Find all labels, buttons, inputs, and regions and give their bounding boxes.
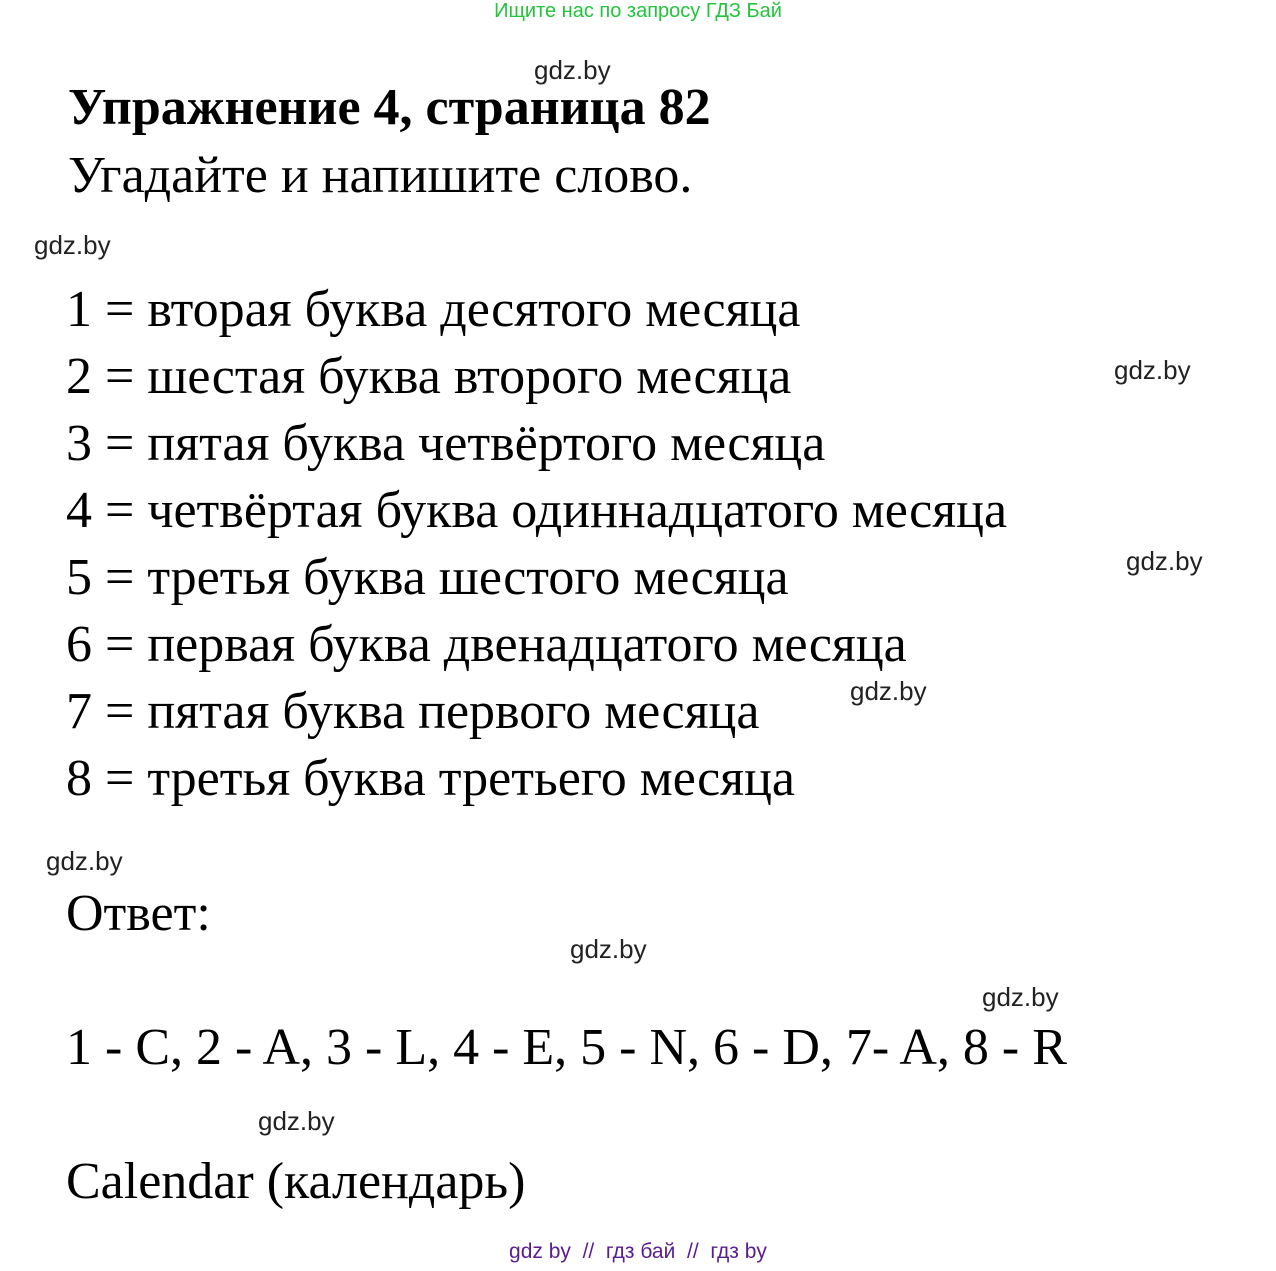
clue-6: 6 = первая буква двенадцатого месяца [66,616,907,673]
watermark: gdz.by [258,1106,335,1136]
watermark: gdz.by [982,982,1059,1012]
clue-8: 8 = третья буква третьего месяца [66,750,795,807]
clue-4: 4 = четвёртая буква одиннадцатого месяца [66,482,1008,539]
clue-1: 1 = вторая буква десятого месяца [66,281,801,338]
answer-label: Ответ: [66,885,211,942]
page-title: Упражнение 4, страница 82 [68,79,711,136]
clue-5: 5 = третья буква шестого месяца [66,549,789,606]
watermark: gdz.by [570,934,647,964]
clue-7: 7 = пятая буква первого месяца [66,683,760,740]
watermark: gdz.by [1114,355,1191,385]
header-banner: Ищите нас по запросу ГДЗ Бай [494,0,782,22]
clue-3: 3 = пятая буква четвёртого месяца [66,415,826,472]
clue-2: 2 = шестая буква второго месяца [66,348,792,405]
watermark: gdz.by [534,55,611,85]
watermark: gdz.by [850,676,927,706]
watermark: gdz.by [46,846,123,876]
watermark: gdz.by [34,230,111,260]
footer: gdz by // гдз бай // гдз by [509,1240,767,1263]
watermark: gdz.by [1126,546,1203,576]
answer-word: Calendar (календарь) [66,1153,526,1210]
instruction: Угадайте и напишите слово. [68,147,693,204]
answer-letters: 1 - C, 2 - A, 3 - L, 4 - E, 5 - N, 6 - D, 7- A, 8 - R [66,1019,1067,1076]
